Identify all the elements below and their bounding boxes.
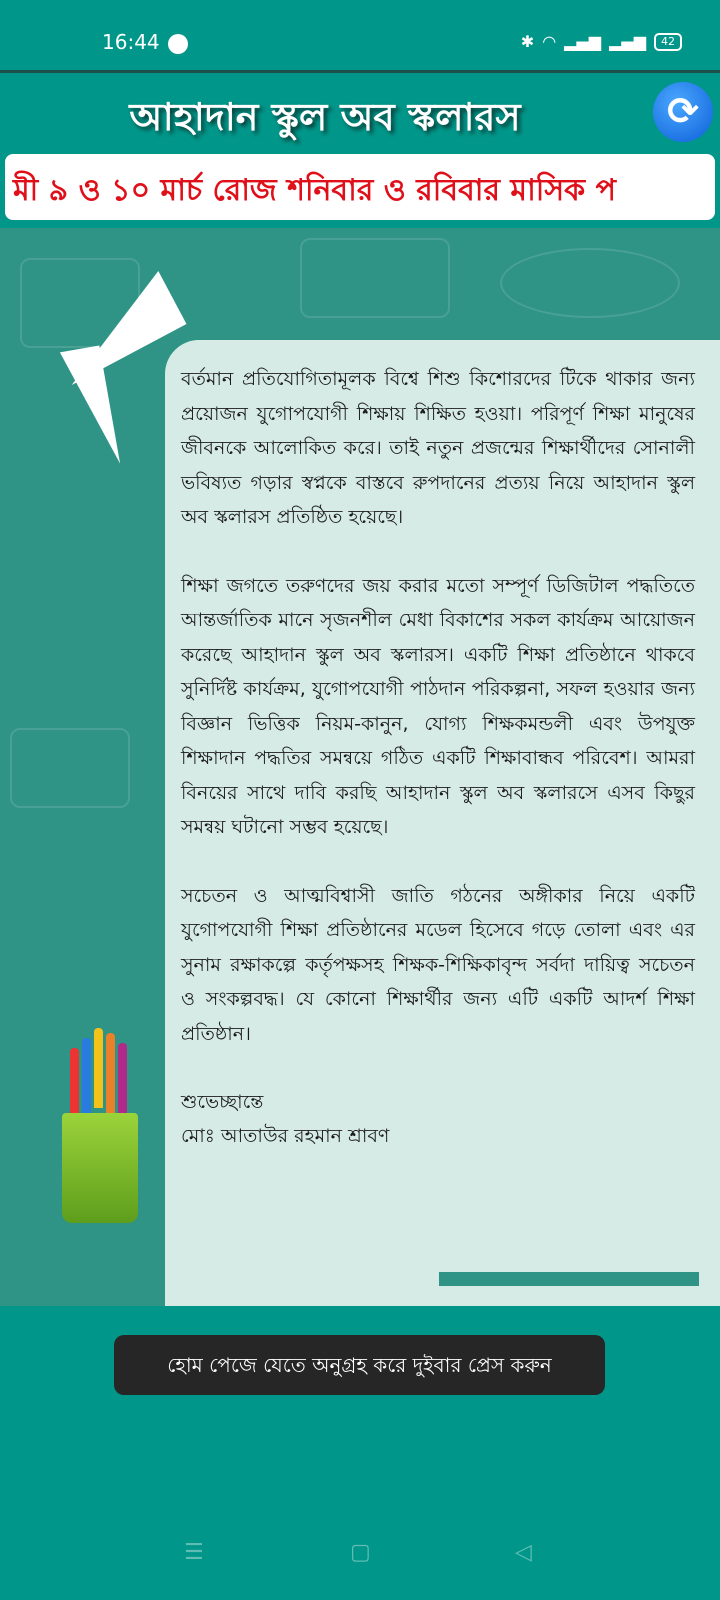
home-square-icon[interactable]: ▢ (350, 1540, 371, 1565)
closing: শুভেচ্ছান্তে (181, 1091, 264, 1113)
about-section[interactable] (0, 228, 720, 1306)
signature-bar (439, 1272, 699, 1286)
pencil-icon (118, 1043, 127, 1123)
back-triangle-icon[interactable]: ◁ (515, 1540, 532, 1565)
divider (0, 70, 720, 73)
menu-icon[interactable]: ☰ (184, 1540, 204, 1565)
status-icons (521, 32, 682, 51)
paper-plane-icon (60, 345, 120, 470)
toast-message: হোম পেজে যেতে অনুগ্রহ করে দুইবার প্রেস করুন (114, 1335, 605, 1395)
pencil-icon (82, 1038, 91, 1118)
doodle (500, 248, 680, 318)
wifi-icon: ◠ (542, 32, 557, 51)
navigation-bar (0, 1540, 720, 1580)
signal-icon: ▂▄▆ (609, 32, 646, 51)
battery-icon: 42 (654, 33, 682, 51)
status-time: 16:44 (102, 30, 160, 54)
paragraph: শিক্ষা জগতে তরুণদের জয় করার মতো সম্পূর্ণ ডিজিটাল পদ্ধতিতে আন্তর্জাতিক মানে সৃজনশীল মেধা বিকাশের সকল কার্যক্রম আয়োজন করেছে আহাদান স্কুল অব স্কলারস। একটি শিক্ষা প্রতিষ্ঠানে থাকবে সুনির্দিষ্ট কার্যক্রম, যুগোপযোগী পাঠদান পরিকল্পনা, সফল হওয়ার জন্য বিজ্ঞান ভিত্তিক নিয়ম-কানুন, যোগ্য শিক্ষকমন্ডলী এবং উপযুক্ত শিক্ষাদান পদ্ধতির সমন্বয়ে গঠিত একটি শিক্ষাবান্ধব পরিবেশ। আমরা বিনয়ের সাথে দাবি করছি আহাদান স্কুল অব স্কলারসে এসব কিছুর সমন্বয় ঘটানো সম্ভব হয়েছে। (181, 574, 695, 838)
pencil-icon (94, 1028, 103, 1108)
doodle (10, 728, 130, 808)
marquee-text: মী ৯ ও ১০ মার্চ রোজ শনিবার ও রবিবার মাসিক প (13, 173, 616, 208)
paragraph: সচেতন ও আত্মবিশ্বাসী জাতি গঠনের অঙ্গীকার নিয়ে একটি যুগোপযোগী শিক্ষা প্রতিষ্ঠানের মডেল হিসেবে গড়ে তোলা এবং এর সুনাম রক্ষাকল্পে কর্তৃপক্ষসহ শিক্ষক-শিক্ষিকাবৃন্দ সর্বদা দায়িত্ব সচেতন ও সংকল্পবদ্ধ। যে কোনো শিক্ষার্থীর জন্য এটি একটি আদর্শ শিক্ষা প্রতিষ্ঠান। (181, 884, 695, 1045)
about-card (165, 340, 720, 1306)
status-bar (0, 0, 720, 72)
pencil-icon (106, 1033, 115, 1113)
bluetooth-icon: ✱ (520, 32, 535, 51)
doodle (300, 238, 450, 318)
paragraph: বর্তমান প্রতিযোগিতামূলক বিশ্বে শিশু কিশোরদের টিকে থাকার জন্য প্রয়োজন যুগোপযোগী শিক্ষায় শিক্ষিত হওয়া। পরিপূর্ণ শিক্ষা মানুষের জীবনকে আলোকিত করে। তাই নতুন প্রজন্মের শিক্ষার্থীদের সোনালী ভবিষ্যত গড়ার স্বপ্নকে বাস্তবে রুপদানের প্রত্যয় নিয়ে আহাদান স্কুল অব স্কলারস প্রতিষ্ঠিত হয়েছে। (181, 368, 695, 528)
app-title: আহাদান স্কুল অব স্কলারস (129, 95, 521, 139)
refresh-icon[interactable]: ⟳ (653, 82, 713, 142)
notice-marquee[interactable] (5, 154, 715, 220)
pencil-cup-icon (62, 1113, 138, 1223)
signal-icon: ▂▄▆ (564, 32, 602, 51)
signature: মোঃ আতাউর রহমান শ্রাবণ (181, 1125, 390, 1147)
notification-icon (168, 34, 188, 54)
